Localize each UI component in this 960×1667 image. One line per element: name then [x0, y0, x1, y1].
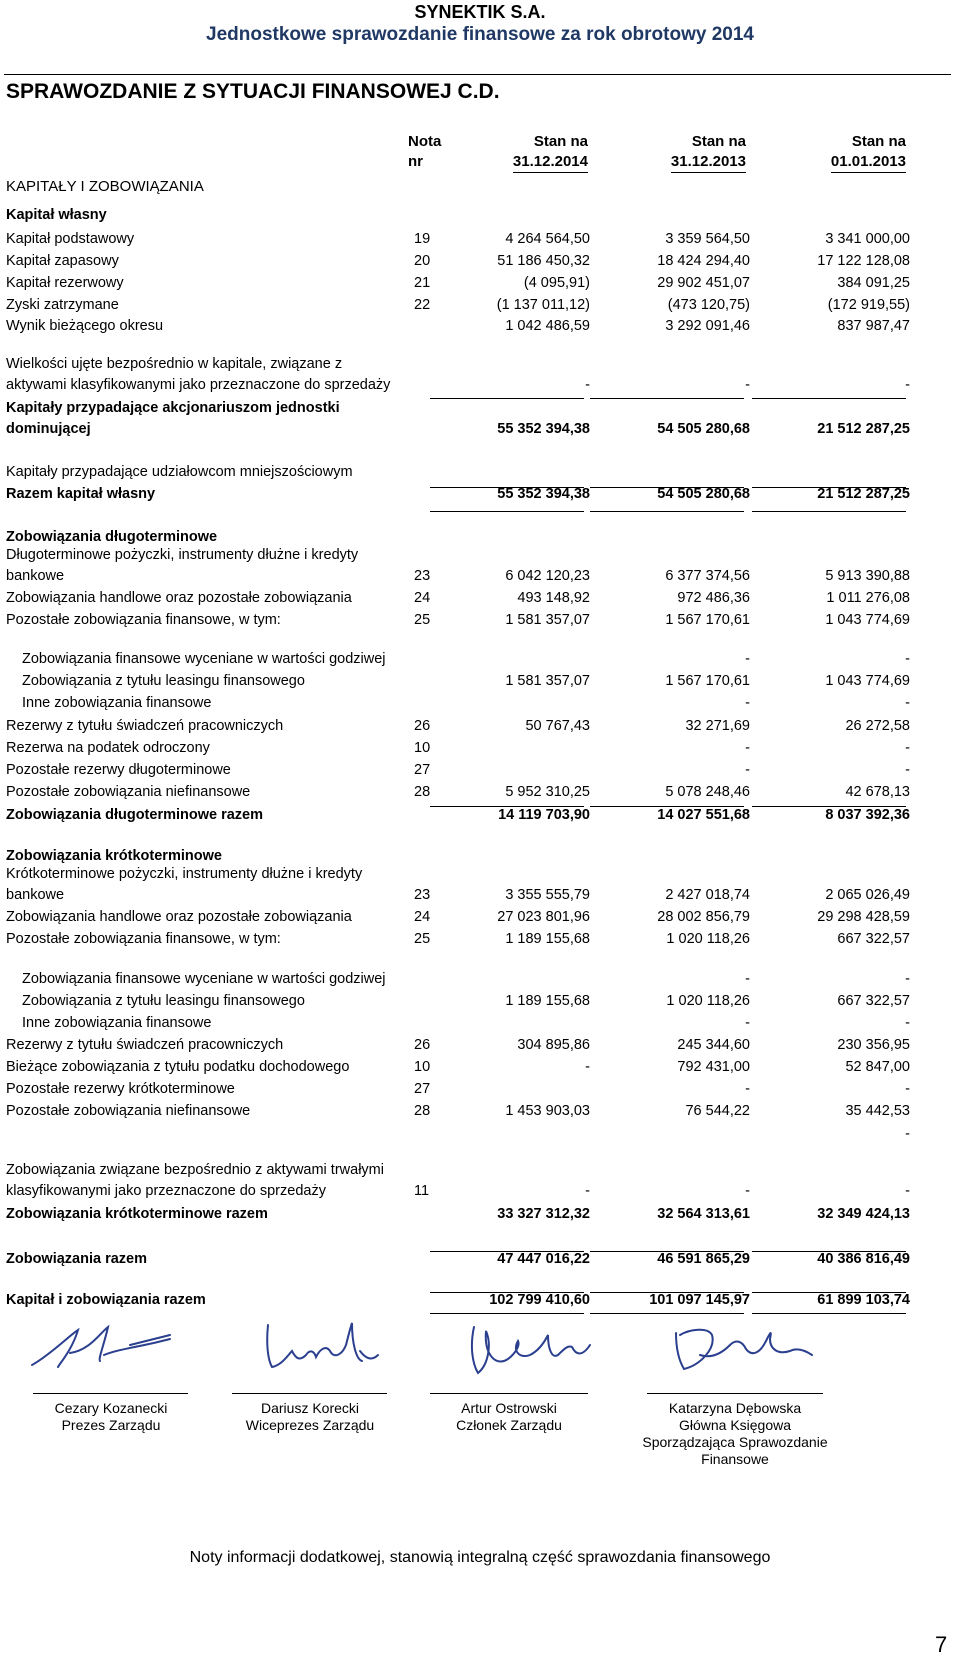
row-value-v2: 76 544,22 [685, 1103, 750, 1119]
signature-line-1 [33, 1393, 188, 1394]
c1-header-line1: Stan na [533, 133, 588, 150]
row-note-number: 28 [414, 784, 431, 800]
nota-header-line2: nr [408, 153, 423, 170]
row-value-v1: 304 895,86 [517, 1037, 590, 1053]
row-value-v2: - [745, 1081, 750, 1097]
footer-note: Noty informacji dodatkowej, stanowią integralną część sprawozdania finansowego [189, 1549, 771, 1566]
row-note-number: 28 [414, 1103, 431, 1119]
row-value-v1: 1 189 155,68 [505, 931, 590, 947]
row-label: Bieżące zobowiązania z tytułu podatku dochodowego [6, 1059, 350, 1075]
row-value-v2: - [745, 377, 750, 393]
row-value-v3: 837 987,47 [837, 318, 910, 334]
row-label: Długoterminowe pożyczki, instrumenty dłużne i kredyty bankowe [6, 547, 359, 584]
row-value-v3: 35 442,53 [845, 1103, 910, 1119]
signatory-4 [630, 1400, 840, 1468]
row-label: Zobowiązania krótkoterminowe razem [6, 1206, 268, 1222]
signatory-role-line3: Finansowe [701, 1451, 769, 1467]
row-value-v2: - [745, 695, 750, 711]
row-label: Razem kapitał własny [6, 486, 156, 502]
row-label: Zobowiązania długoterminowe razem [6, 807, 264, 823]
row-label: Kapitały przypadające udziałowcom mniejszościowym [6, 464, 353, 480]
row-value-v2: (473 120,75) [667, 297, 750, 313]
row-value-v3: - [905, 1081, 910, 1097]
signatory-role: Prezes Zarządu [61, 1417, 161, 1433]
row-note-number: 21 [414, 275, 431, 291]
row-note-number: 24 [414, 590, 431, 606]
row-value-v1: 5 952 310,25 [505, 784, 590, 800]
nota-header-line1: Nota [408, 133, 442, 150]
row-label: Inne zobowiązania finansowe [22, 695, 212, 711]
row-value-v3: 29 298 428,59 [817, 909, 910, 925]
stray-dash-row [6, 1124, 910, 1145]
c3-header-line1: Stan na [851, 133, 906, 150]
underline-rule [752, 1292, 906, 1293]
row-value-v2: - [745, 1015, 750, 1031]
row-value-v3: - [905, 695, 910, 711]
row-note-number: 23 [414, 887, 431, 903]
row-note-number: 10 [414, 1059, 431, 1075]
row-label: Zyski zatrzymane [6, 297, 119, 313]
stray-dash: - [905, 1126, 910, 1142]
row-note-number: 23 [414, 568, 431, 584]
row-note-number: 26 [414, 1037, 431, 1053]
row-value-v2: 1 020 118,26 [666, 931, 750, 947]
underline-rule [590, 487, 744, 488]
row-value-v2: 1 567 170,61 [665, 673, 750, 689]
row-label: Zobowiązania handlowe oraz pozostałe zobowiązania [6, 590, 352, 606]
row-label: Kapitał zapasowy [6, 253, 119, 269]
signatory-name: Artur Ostrowski [461, 1400, 557, 1416]
report-subtitle: Jednostkowe sprawozdanie finansowe za rok obrotowy 2014 [206, 24, 754, 45]
row-value-v3: 32 349 424,13 [817, 1206, 910, 1222]
row-value-v3: - [905, 762, 910, 778]
row-value-v2: 5 078 248,46 [665, 784, 750, 800]
company-name: SYNEKTIK S.A. [414, 2, 546, 22]
row-value-v1: 33 327 312,32 [497, 1206, 590, 1222]
signatures-graphic [0, 1315, 960, 1395]
row-value-v1: - [585, 1059, 590, 1075]
row-value-v3: 1 043 774,69 [825, 612, 910, 628]
signatory-3 [418, 1400, 600, 1434]
c2-header-line1: Stan na [691, 133, 746, 150]
signature-line-4 [647, 1393, 823, 1394]
row-label: Wielkości ujęte bezpośrednio w kapitale, związane z aktywami klasyfikowanymi jako przeznaczone do sprzedaży [6, 356, 391, 393]
signatory-name: Cezary Kozanecki [54, 1400, 168, 1416]
row-label: Zobowiązania krótkoterminowe [6, 848, 222, 864]
row-value-v3: 40 386 816,49 [817, 1251, 910, 1267]
row-label: Kapitał rezerwowy [6, 275, 124, 291]
row-value-v1: 1 453 903,03 [505, 1103, 590, 1119]
signatory-role: Wiceprezes Zarządu [245, 1417, 375, 1433]
underline-rule [590, 806, 744, 807]
signatory-2 [219, 1400, 401, 1434]
row-label: Pozostałe zobowiązania niefinansowe [6, 1103, 251, 1119]
row-value-v2: - [745, 1183, 750, 1199]
row-value-v2: 101 097 145,97 [649, 1292, 750, 1308]
row-value-v3: 8 037 392,36 [825, 807, 910, 823]
row-value-v2: 32 271,69 [685, 718, 750, 734]
row-value-v3: - [905, 1183, 910, 1199]
underline-rule [430, 511, 584, 512]
underline-rule [590, 511, 744, 512]
row-value-v3: - [905, 740, 910, 756]
row-label: Rezerwy z tytułu świadczeń pracowniczych [6, 718, 284, 734]
row-note-number: 11 [414, 1183, 430, 1199]
row-value-v1: 1 581 357,07 [505, 673, 590, 689]
row-value-v2: 1 567 170,61 [665, 612, 750, 628]
row-value-v1: - [585, 1183, 590, 1199]
row-value-v3: 26 272,58 [845, 718, 910, 734]
underline-rule [590, 1313, 744, 1314]
underline-rule [752, 511, 906, 512]
row-value-v1: 55 352 394,38 [497, 421, 590, 437]
section-label: KAPITAŁY I ZOBOWIĄZANIA [6, 178, 204, 195]
row-note-number: 25 [414, 931, 431, 947]
row-value-v2: 14 027 551,68 [657, 807, 750, 823]
underline-rule [752, 487, 906, 488]
row-label: Pozostałe rezerwy krótkoterminowe [6, 1081, 235, 1097]
underline-rule [430, 806, 584, 807]
c1-header-line2: 31.12.2014 [513, 152, 588, 173]
row-label: Pozostałe zobowiązania finansowe, w tym: [6, 931, 281, 947]
row-value-v3: 384 091,25 [837, 275, 910, 291]
row-value-v2: 2 427 018,74 [665, 887, 750, 903]
signature-ostrowski [472, 1327, 590, 1373]
row-note-number: 27 [414, 1081, 431, 1097]
row-label: Kapitał i zobowiązania razem [6, 1292, 206, 1308]
row-note-number: 26 [414, 718, 431, 734]
row-note-number: 24 [414, 909, 431, 925]
row-value-v1: 3 355 555,79 [505, 887, 590, 903]
row-value-v3: - [905, 651, 910, 667]
c3-header-line2: 01.01.2013 [831, 152, 906, 173]
row-value-v2: - [745, 762, 750, 778]
row-label: Zobowiązania finansowe wyceniane w wartości godziwej [22, 651, 386, 667]
row-value-v1: 6 042 120,23 [505, 568, 590, 584]
underline-rule [752, 398, 906, 399]
row-value-v1: 51 186 450,32 [497, 253, 590, 269]
row-value-v2: - [745, 971, 750, 987]
row-label: Zobowiązania handlowe oraz pozostałe zobowiązania [6, 909, 352, 925]
row-label: Kapitał podstawowy [6, 231, 135, 247]
row-label: Rezerwy z tytułu świadczeń pracowniczych [6, 1037, 284, 1053]
row-value-v3: 1 043 774,69 [825, 673, 910, 689]
signatory-name: Katarzyna Dębowska [668, 1400, 802, 1416]
underline-rule [430, 1251, 584, 1252]
signatory-role-line2: Sporządzająca Sprawozdanie [642, 1434, 828, 1450]
row-value-v1: 1 189 155,68 [505, 993, 590, 1009]
row-value-v2: 29 902 451,07 [657, 275, 750, 291]
row-value-v2: 792 431,00 [677, 1059, 750, 1075]
row-value-v1: 55 352 394,38 [497, 486, 590, 502]
underline-rule [752, 1251, 906, 1252]
row-label: Zobowiązania z tytułu leasingu finansowego [22, 673, 305, 689]
row-value-v1: 102 799 410,60 [489, 1292, 590, 1308]
row-value-v1: - [585, 377, 590, 393]
underline-rule [430, 1313, 584, 1314]
signatory-1 [20, 1400, 202, 1434]
row-value-v2: 6 377 374,56 [665, 568, 750, 584]
row-value-v1: 47 447 016,22 [497, 1251, 590, 1267]
underline-rule [752, 806, 906, 807]
row-value-v3: 17 122 128,08 [817, 253, 910, 269]
row-label: Pozostałe zobowiązania finansowe, w tym: [6, 612, 281, 628]
row-value-v3: 5 913 390,88 [825, 568, 910, 584]
table-row [6, 1042, 910, 1122]
row-label: Zobowiązania związane bezpośrednio z aktywami trwałymi klasyfikowanymi jako przeznaczone do sprzedaży [6, 1162, 384, 1199]
underline-rule [590, 1251, 744, 1252]
row-value-v3: 230 356,95 [837, 1037, 910, 1053]
row-value-v3: - [905, 377, 910, 393]
row-label: Zobowiązania z tytułu leasingu finansowego [22, 993, 305, 1009]
page-number: 7 [935, 1632, 948, 1657]
row-label: Zobowiązania finansowe wyceniane w wartości godziwej [22, 971, 386, 987]
c2-header-line2: 31.12.2013 [671, 152, 746, 173]
underline-rule [590, 398, 744, 399]
row-label: Zobowiązania razem [6, 1251, 148, 1267]
row-value-v2: 32 564 313,61 [657, 1206, 750, 1222]
row-value-v3: 667 322,57 [837, 993, 910, 1009]
row-value-v1: 50 767,43 [525, 718, 590, 734]
signature-line-3 [430, 1393, 588, 1394]
row-value-v2: 54 505 280,68 [657, 421, 750, 437]
row-value-v3: 21 512 287,25 [817, 486, 910, 502]
row-label: Inne zobowiązania finansowe [22, 1015, 212, 1031]
row-value-v3: 21 512 287,25 [817, 421, 910, 437]
row-value-v2: 3 292 091,46 [665, 318, 750, 334]
row-value-v3: - [905, 971, 910, 987]
underline-rule [430, 487, 584, 488]
underline-rule [590, 1292, 744, 1293]
row-value-v3: 52 847,00 [845, 1059, 910, 1075]
underline-rule [430, 1292, 584, 1293]
row-value-v2: 245 344,60 [677, 1037, 750, 1053]
row-note-number: 10 [414, 740, 431, 756]
row-value-v1: 14 119 703,90 [498, 807, 590, 823]
row-value-v1: (4 095,91) [523, 275, 590, 291]
row-value-v3: 1 011 276,08 [826, 590, 910, 606]
row-label: Wynik bieżącego okresu [6, 318, 164, 334]
row-value-v2: - [745, 651, 750, 667]
row-label: Pozostałe zobowiązania niefinansowe [6, 784, 251, 800]
signature-kozanecki [32, 1327, 170, 1367]
row-value-v2: 28 002 856,79 [657, 909, 750, 925]
row-value-v2: 972 486,36 [677, 590, 750, 606]
row-value-v3: 61 899 103,74 [817, 1292, 910, 1308]
row-label: Krótkoterminowe pożyczki, instrumenty dłużne i kredyty bankowe [6, 866, 363, 903]
signature-korecki [267, 1323, 378, 1367]
row-value-v1: (1 137 011,12) [496, 297, 590, 313]
row-note-number: 22 [414, 297, 431, 313]
row-label: Rezerwa na podatek odroczony [6, 740, 210, 756]
row-value-v3: 2 065 026,49 [825, 887, 910, 903]
row-value-v1: 493 148,92 [517, 590, 590, 606]
row-note-number: 25 [414, 612, 431, 628]
row-note-number: 27 [414, 762, 431, 778]
row-value-v2: 3 359 564,50 [665, 231, 750, 247]
row-value-v2: 1 020 118,26 [666, 993, 750, 1009]
row-label: Zobowiązania długoterminowe [6, 529, 218, 545]
row-note-number: 20 [414, 253, 431, 269]
signature-line-2 [232, 1393, 387, 1394]
row-value-v1: 1 581 357,07 [505, 612, 590, 628]
row-value-v2: - [745, 740, 750, 756]
underline-rule [752, 1313, 906, 1314]
row-value-v2: 18 424 294,40 [657, 253, 750, 269]
row-value-v3: 42 678,13 [845, 784, 910, 800]
row-note-number: 19 [414, 231, 431, 247]
row-label: Kapitały przypadające akcjonariuszom jednostki dominującej [6, 400, 340, 437]
row-value-v3: - [905, 1015, 910, 1031]
row-value-v3: (172 919,55) [827, 297, 910, 313]
row-value-v2: 46 591 865,29 [657, 1251, 750, 1267]
page-title: SPRAWOZDANIE Z SYTUACJI FINANSOWEJ C.D. [6, 80, 500, 103]
row-value-v1: 27 023 801,96 [497, 909, 590, 925]
signatory-role: Główna Księgowa [678, 1417, 792, 1433]
signatory-role: Członek Zarządu [456, 1417, 562, 1433]
underline-rule [430, 398, 584, 399]
row-label: Kapitał własny [6, 207, 107, 223]
row-value-v1: 1 042 486,59 [505, 318, 590, 334]
row-value-v3: 3 341 000,00 [825, 231, 910, 247]
table-row [6, 1231, 910, 1311]
row-value-v1: 4 264 564,50 [505, 231, 590, 247]
row-label: Pozostałe rezerwy długoterminowe [6, 762, 231, 778]
signatory-name: Dariusz Korecki [260, 1400, 360, 1416]
row-value-v3: 667 322,57 [837, 931, 910, 947]
signature-debowska [676, 1330, 812, 1369]
row-value-v2: 54 505 280,68 [657, 486, 750, 502]
